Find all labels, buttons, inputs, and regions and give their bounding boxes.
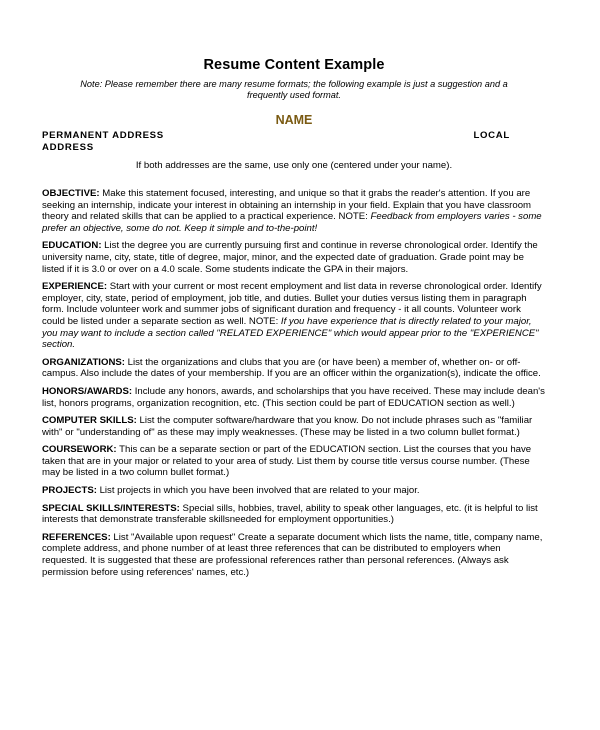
permanent-address-label: PERMANENT ADDRESS bbox=[42, 130, 164, 141]
experience-text: Start with your current or most recent employment and list data in reverse chronological order. Identify employer, city, state, period of employment, job title, and duties. Bullet your duties versus listing them in paragraph form. Include volunteer work and summer jobs of significant duration and frequency - it all counts. Volunteer work could be listed under a separate section as well. NOTE: bbox=[42, 281, 542, 327]
organizations-label: ORGANIZATIONS: bbox=[42, 356, 125, 368]
coursework-label: COURSEWORK: bbox=[42, 444, 117, 456]
organizations-text: List the organizations and clubs that you are (or have been) a member of, whether on- or off-campus. Also include the dates of your membership. If you are an officer within the organization(s), indicate the office. bbox=[42, 356, 541, 380]
format-note: Note: Please remember there are many resume formats; the following example is just a suggestion and a frequently used format. bbox=[80, 79, 508, 100]
section-special-skills bbox=[42, 503, 546, 526]
projects-label: PROJECTS: bbox=[42, 485, 97, 497]
document-title: Resume Content Example bbox=[203, 57, 385, 73]
local-label: LOCAL bbox=[473, 130, 510, 141]
honors-label: HONORS/AWARDS: bbox=[42, 385, 133, 397]
experience-label: EXPERIENCE: bbox=[42, 281, 108, 293]
name-heading bbox=[42, 113, 546, 127]
objective-text: Make this statement focused, interesting, and unique so that it grabs the reader's attention. If you are seeking an internship, indicate your interest in obtaining an internship in your field. Explain that you have classroom theory and related skills that can be applied to a practical experience. NOTE: bbox=[42, 188, 532, 223]
name-text: NAME bbox=[275, 113, 313, 127]
section-experience bbox=[42, 281, 546, 351]
coursework-text: This can be a separate section or part of the EDUCATION section. List the courses that you have taken that are in your major or related to your area of study. List them by course title versus course number. (These may be listed in a two column bullet format.) bbox=[42, 444, 532, 479]
computer-skills-text: List the computer software/hardware that you know. Do not include phrases such as "familiar with" or "understanding of" as these may imply weaknesses. (These may be listed in a two column bullet format.) bbox=[42, 415, 533, 438]
special-skills-label: SPECIAL SKILLS/INTERESTS: bbox=[42, 502, 180, 514]
section-computer-skills bbox=[42, 415, 546, 438]
references-label: REFERENCES: bbox=[42, 531, 111, 543]
references-text: List "Available upon request" Create a separate document which lists the name, title, company name, complete address, and phone number of at least three references that can be distributed to employers when requested. It is suggested that these are professional references rather than personal references. (Always ask permission before using references' names, etc.) bbox=[42, 531, 543, 578]
address-note: If both addresses are the same, use only one (centered under your name). bbox=[135, 160, 453, 171]
section-coursework bbox=[42, 444, 546, 479]
objective-label: OBJECTIVE: bbox=[42, 188, 100, 199]
address-row bbox=[42, 130, 546, 142]
section-honors bbox=[42, 386, 546, 409]
education-label: EDUCATION: bbox=[42, 240, 102, 252]
education-text: List the degree you are currently pursuing first and continue in reverse chronological order. Identify the university name, city, state, title of degree, major, minor, and the expected date of graduation. Grade point may be listed if it is 3.0 or over on a 4.0 scale. Some students indicate the GPA in their majors. bbox=[42, 240, 538, 275]
objective-italic-note: Feedback from employers varies - some prefer an objective, some do not. Keep it simple and to-the-point! bbox=[42, 211, 542, 234]
section-objective bbox=[42, 188, 546, 234]
section-organizations bbox=[42, 357, 546, 380]
computer-skills-label: COMPUTER SKILLS: bbox=[42, 415, 137, 427]
address-label: ADDRESS bbox=[42, 142, 94, 153]
section-projects bbox=[42, 485, 546, 497]
section-education bbox=[42, 240, 546, 275]
special-skills-text: Special sills, hobbies, travel, ability to speak other languages, etc. (it is helpful to list interests that demonstrate transferable skillsneeded for employment opportunities.) bbox=[42, 502, 538, 526]
experience-italic-note: If you have experience that is directly related to your major, you may want to include a section called "RELATED EXPERIENCE" which would appear prior to the "EXPERIENCE" section. bbox=[42, 315, 539, 351]
section-references bbox=[42, 532, 546, 578]
projects-text: List projects in which you have been involved that are related to your major. bbox=[96, 485, 420, 497]
honors-text: Include any honors, awards, and scholarships that you have received. These may include dean's list, honors programs, organization recognition, etc. (This section could be part of EDUCATION section as well.) bbox=[42, 385, 545, 409]
